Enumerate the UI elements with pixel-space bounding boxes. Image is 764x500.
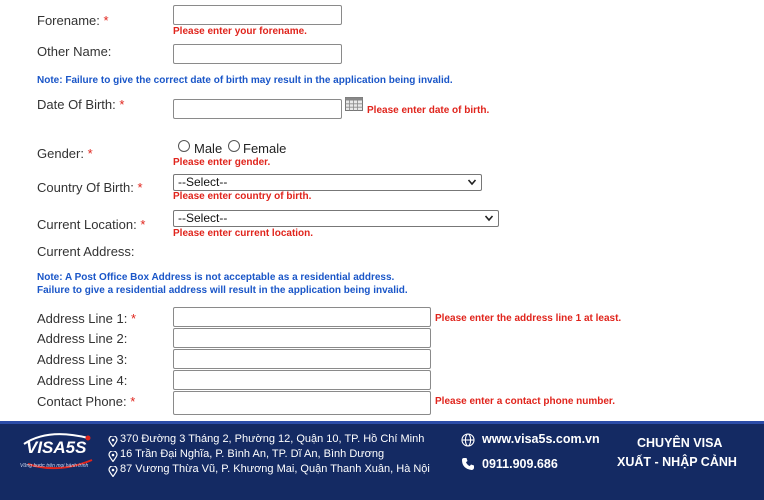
gender-female-label: Female [243, 141, 287, 156]
gender-error: Please enter gender. [173, 157, 271, 168]
forename-label: Forename: * [37, 13, 109, 28]
address-line-2-input[interactable] [173, 328, 431, 348]
address-line-1-error: Please enter the address line 1 at least. [435, 313, 622, 324]
current-address-label: Current Address: [37, 244, 135, 259]
contact-phone-label: Contact Phone: * [37, 394, 136, 409]
address-line-4-input[interactable] [173, 370, 431, 390]
address-line-3-input[interactable] [173, 349, 431, 369]
country-of-birth-error: Please enter country of birth. [173, 191, 312, 202]
country-of-birth-select[interactable]: --Select-- [173, 174, 482, 191]
gender-label: Gender: * [37, 146, 93, 161]
address-line-1-label: Address Line 1: * [37, 311, 137, 326]
dob-input[interactable] [173, 99, 342, 119]
calendar-icon[interactable] [345, 97, 363, 111]
other-name-input[interactable] [173, 44, 342, 64]
footer-slogan-1: CHUYÊN VISA [637, 436, 723, 450]
footer-address-1: 370 Đường 3 Tháng 2, Phường 12, Quận 10, TP. Hồ Chí Minh [120, 433, 425, 445]
gender-male-label: Male [194, 141, 223, 156]
footer-slogan-2: XUẤT - NHẬP CẢNH [617, 455, 737, 469]
address-line-4-label: Address Line 4: [37, 373, 128, 388]
chevron-down-icon [484, 212, 494, 224]
location-pin-icon [108, 449, 118, 460]
footer-accent-line [0, 421, 764, 424]
address-line-1-input[interactable] [173, 307, 431, 327]
footer-address-3: 87 Vương Thừa Vũ, P. Khương Mai, Quận Thanh Xuân, Hà Nội [120, 463, 430, 475]
other-name-label: Other Name: [37, 44, 112, 59]
footer-website[interactable]: www.visa5s.com.vn [482, 432, 600, 446]
location-pin-icon [108, 434, 118, 445]
address-line-3-label: Address Line 3: [37, 352, 128, 367]
address-note-1: Note: A Post Office Box Address is not acceptable as a residential address. [37, 272, 395, 283]
dob-label: Date Of Birth: * [37, 97, 125, 112]
country-of-birth-label: Country Of Birth: * [37, 180, 143, 195]
dob-note: Note: Failure to give the correct date of birth may result in the application being invalid. [37, 75, 453, 86]
dob-error: Please enter date of birth. [367, 105, 490, 116]
gender-female-radio[interactable] [228, 140, 240, 152]
gender-male-radio[interactable] [178, 140, 190, 152]
chevron-down-icon [467, 176, 477, 188]
current-location-error: Please enter current location. [173, 228, 314, 239]
address-line-2-label: Address Line 2: [37, 331, 128, 346]
location-pin-icon [108, 464, 118, 475]
current-location-label: Current Location: * [37, 217, 146, 232]
current-location-select[interactable]: --Select-- [173, 210, 499, 227]
contact-phone-error: Please enter a contact phone number. [435, 396, 616, 407]
phone-icon [461, 457, 475, 471]
forename-error: Please enter your forename. [173, 26, 307, 37]
contact-phone-input[interactable] [173, 391, 431, 415]
footer-phone[interactable]: 0911.909.686 [482, 457, 558, 471]
forename-input[interactable] [173, 5, 342, 25]
globe-icon [461, 433, 475, 447]
logo-text: VISA5S [26, 438, 87, 457]
logo-tagline: Vững bước trên mọi hành trình [20, 463, 89, 469]
footer-address-2: 16 Trần Đại Nghĩa, P. Bình An, TP. Dĩ An, Bình Dương [120, 448, 385, 460]
address-note-2: Failure to give a residential address will result in the application being invalid. [37, 285, 408, 296]
